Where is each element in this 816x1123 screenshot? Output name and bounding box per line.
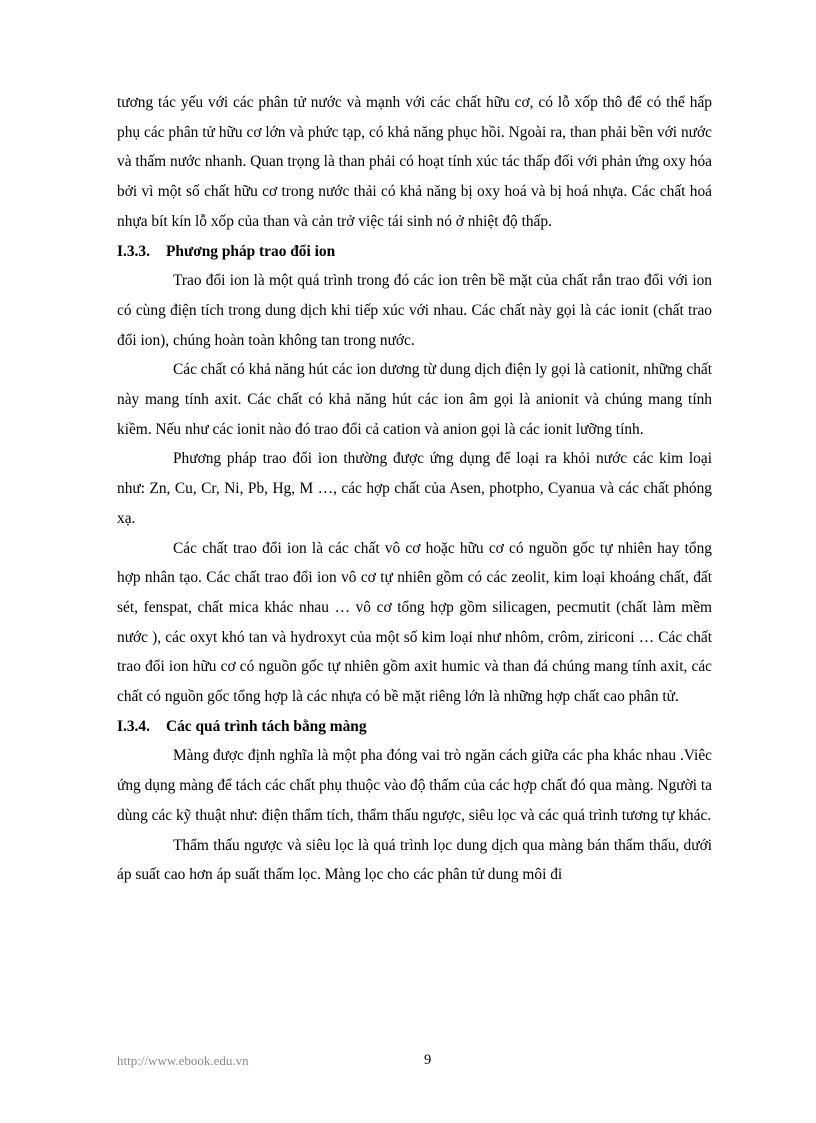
paragraph-cationit-anionit: Các chất có khả năng hút các ion dương từ dung dịch điện ly gọi là cationit, những chất này mang tính axit. Các chất có khả năng hút các ion âm gọi là anionit và chúng mang tính kiềm. Nếu như các ionit nào đó trao đổi cả cation và anion gọi là các ionit lưỡng tính.: [117, 361, 712, 438]
paragraph-ion-exchange-materials: Các chất trao đổi ion là các chất vô cơ hoặc hữu cơ có nguồn gốc tự nhiên hay tổng hợp nhân tạo. Các chất trao đổi ion vô cơ tự nhiên gồm có các zeolit, kim loại khoáng chất, đất sét, fenspat, chất mica khác nhau … vô cơ tổng hợp gồm silicagen, pecmutit (chất làm mềm nước ), các oxyt khó tan và hydroxyt của một số kim loại như nhôm, crôm, ziriconi … Các chất trao đổi ion hữu cơ có nguồn gốc tự nhiên gồm axit humic và than đá chúng mang tính axit, các chất có nguồn gốc tổng hợp là các nhựa có bề mặt riêng lớn là những hợp chất cao phân tử.: [117, 539, 712, 706]
document-body: [117, 88, 712, 890]
section-title: Các quá trình tách bằng màng: [166, 717, 367, 735]
section-number: I.3.4.: [117, 717, 150, 735]
footer-url-link[interactable]: http://www.ebook.edu.vn: [117, 1053, 249, 1068]
page-number: 9: [424, 1052, 432, 1068]
section-heading-membrane: [117, 712, 712, 742]
paragraph-ion-exchange-applications: Phương pháp trao đổi ion thường được ứng dụng để loại ra khỏi nước các kim loại như: Zn, Cu, Cr, Ni, Pb, Hg, M …, các hợp chất của Asen, photpho, Cyanua và các chất phóng xạ.: [117, 450, 712, 527]
section-title: Phương pháp trao đổi ion: [166, 242, 336, 260]
paragraph-reverse-osmosis: Thẩm thấu ngược và siêu lọc là quá trình lọc dung dịch qua màng bán thẩm thấu, dưới áp suất cao hơn áp suất thấm lọc. Màng lọc cho các phân tử dung môi đi: [117, 836, 712, 884]
paragraph-ion-exchange-definition: Trao đổi ion là một quá trình trong đó các ion trên bề mặt của chất rắn trao đổi với ion có cùng điện tích trong dung dịch khi tiếp xúc với nhau. Các chất này gọi là các ionit (chất trao đổi ion), chúng hoàn toàn không tan trong nước.: [117, 272, 712, 349]
section-heading-ion-exchange: [117, 237, 712, 267]
paragraph-activated-carbon: tương tác yếu với các phân tử nước và mạnh với các chất hữu cơ, có lỗ xốp thô để có thể hấp phụ các phân tử hữu cơ lớn và phức tạp, có khả năng phục hồi. Ngoài ra, than phải bền với nước và thấm nước nhanh. Quan trọng là than phải có hoạt tính xúc tác thấp đối với phản ứng oxy hóa bởi vì một số chất hữu cơ trong nước thải có khả năng bị oxy hoá và bị hoá nhựa. Các chất hoá nhựa bít kín lỗ xốp của than và cản trở việc tái sinh nó ở nhiệt độ thấp.: [117, 94, 713, 230]
section-number: I.3.3.: [117, 242, 150, 260]
paragraph-membrane-definition: Màng được định nghĩa là một pha đóng vai trò ngăn cách giữa các pha khác nhau .Viêc ứng dụng màng để tách các chất phụ thuộc vào độ thấm của các hợp chất đó qua màng. Người ta dùng các kỹ thuật như: điện thẩm tích, thẩm thấu ngược, siêu lọc và các quá trình tương tự khác.: [117, 747, 712, 824]
